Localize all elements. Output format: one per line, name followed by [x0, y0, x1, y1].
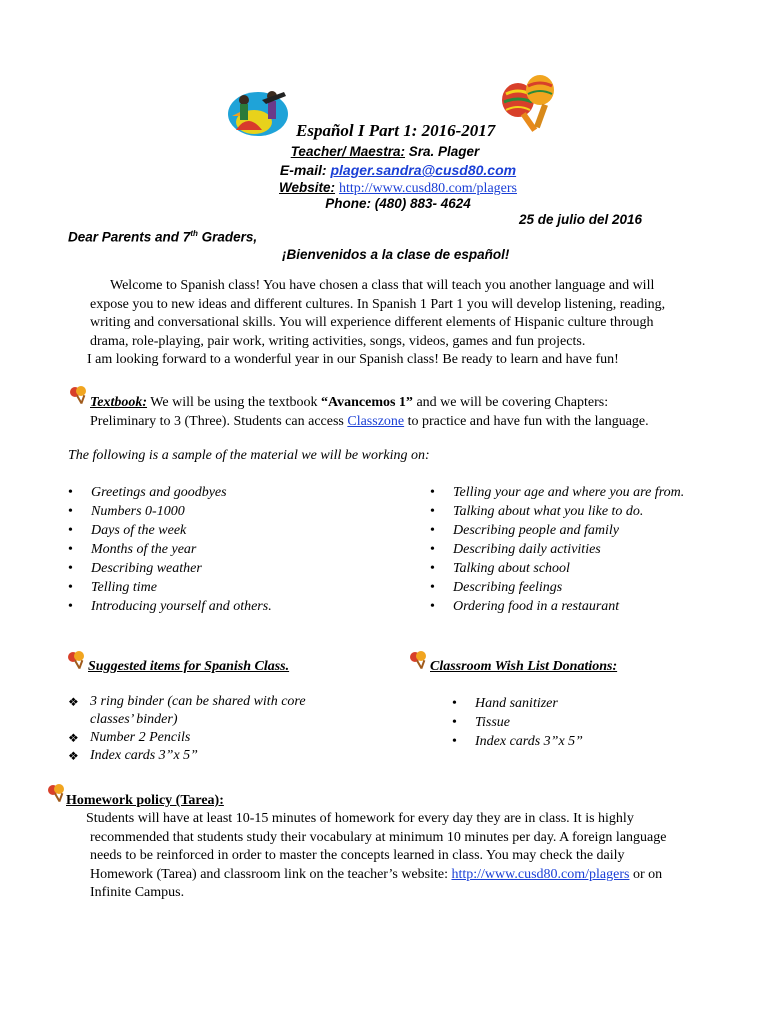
list-item: • Telling your age and where you are from.	[430, 485, 685, 500]
homework-line-5: Infinite Campus.	[90, 885, 185, 900]
teacher-label: Teacher/ Maestra:	[290, 144, 405, 159]
email-line	[0, 162, 770, 178]
suggested-item-binder	[68, 693, 368, 729]
suggested-item3-text: Index cards 3”x 5”	[90, 748, 198, 763]
teacher-line	[0, 144, 770, 159]
teacher-name: Sra. Plager	[408, 144, 480, 159]
homework-line-3: needs to be reinforced in order to master the concepts learned in class. You may check the daily	[90, 848, 625, 863]
intro-line-4: drama, role-playing, pair work, writing activities, songs, videos, games and fun projects.	[90, 333, 586, 349]
intro-line-2: expose you to new ideas and different cultures. In Spanish 1 Part 1 you will develop listening, reading,	[90, 296, 666, 312]
homework-line-4	[90, 866, 760, 885]
maraca-icon	[408, 650, 430, 670]
email-label: E-mail:	[279, 162, 327, 178]
list-item: • Hand sanitizer	[452, 696, 558, 711]
homework-line4-pre: Homework (Tarea) and classroom link on the teacher’s website:	[90, 866, 452, 882]
salutation-end: Graders,	[197, 229, 258, 245]
list-item: • Talking about school	[430, 561, 570, 576]
intro-paragraph	[87, 277, 760, 370]
wishlist-heading: Classroom Wish List Donations:	[430, 659, 618, 674]
textbook-book: “Avancemos 1”	[321, 395, 413, 410]
list-item: • Describing daily activities	[430, 542, 601, 557]
dancers-clipart	[226, 86, 292, 138]
list-item: • Introducing yourself and others.	[68, 599, 272, 614]
list-item: • Telling time	[68, 580, 157, 595]
maraca-icon	[68, 385, 90, 405]
textbook-line2-post: to practice and have fun with the language.	[404, 413, 649, 429]
topics-left-list	[68, 483, 272, 616]
diamond-bullet-icon: ❖	[68, 749, 79, 763]
textbook-line-2	[90, 413, 760, 432]
classzone-link[interactable]: Classzone	[347, 413, 405, 429]
suggested-heading: Suggested items for Spanish Class.	[88, 659, 290, 674]
suggested-item-pencils	[68, 729, 368, 747]
diamond-bullet-icon: ❖	[68, 731, 79, 745]
phone-line: Phone: (480) 883- 4624	[325, 196, 471, 211]
homework-paragraph	[86, 810, 760, 903]
list-item: • Describing feelings	[430, 580, 563, 595]
list-item: • Describing people and family	[430, 523, 620, 538]
textbook-line-1	[90, 394, 760, 413]
salutation-sup: th	[190, 229, 198, 238]
textbook-label: Textbook:	[90, 395, 148, 410]
website-link[interactable]: http://www.cusd80.com/plagers	[339, 181, 517, 196]
website-label: Website:	[279, 180, 336, 195]
suggested-item2-text: Number 2 Pencils	[90, 730, 191, 745]
homework-line-2: recommended that students study their vocabulary at minimum 10 minutes per day. A foreign language	[90, 829, 667, 845]
suggested-item-cards	[68, 747, 368, 765]
list-item: • Index cards 3”x 5”	[452, 734, 583, 749]
homework-heading: Homework policy (Tarea):	[66, 793, 224, 808]
topics-right-list	[430, 483, 684, 616]
list-item: • Tissue	[452, 715, 511, 730]
list-item: • Greetings and goodbyes	[68, 485, 227, 500]
textbook-post: and we will be covering Chapters:	[412, 395, 609, 410]
page-title: Español I Part 1: 2016-2017	[296, 121, 496, 140]
website-line	[0, 179, 770, 197]
intro-line-1: Welcome to Spanish class! You have chosen a class that will teach you another language and will	[110, 278, 655, 293]
textbook-line2-pre: Preliminary to 3 (Three). Students can access	[90, 413, 348, 429]
suggested-item1-line2: classes’ binder)	[90, 712, 178, 727]
wishlist-list	[452, 694, 583, 751]
diamond-bullet-icon: ❖	[68, 695, 79, 709]
sample-intro: The following is a sample of the material we will be working on:	[68, 448, 430, 463]
email-link[interactable]: plager.sandra@cusd80.com	[330, 162, 517, 178]
maraca-icon	[46, 783, 68, 803]
suggested-item1-line1: 3 ring binder (can be shared with core	[90, 694, 306, 709]
textbook-section	[90, 394, 760, 431]
homework-line4-post: or on	[629, 866, 663, 882]
suggested-list	[68, 693, 368, 765]
intro-line-5: I am looking forward to a wonderful year in our Spanish class! Be ready to learn and have fun!	[87, 352, 619, 367]
homework-website-link[interactable]: http://www.cusd80.com/plagers	[451, 866, 630, 882]
maracas-clipart	[496, 74, 564, 136]
list-item: • Ordering food in a restaurant	[430, 599, 620, 614]
letter-date: 25 de julio del 2016	[519, 212, 643, 227]
list-item: • Numbers 0-1000	[68, 504, 185, 519]
intro-line-3: writing and conversational skills. You will experience different elements of Hispanic culture through	[90, 315, 654, 330]
list-item: • Days of the week	[68, 523, 187, 538]
list-item: • Months of the year	[68, 542, 197, 557]
homework-line-1: Students will have at least 10-15 minutes of homework for every day they are in class. It is highly	[86, 811, 634, 826]
maraca-icon	[66, 650, 88, 670]
salutation-text: Dear Parents and 7	[68, 229, 191, 245]
salutation	[68, 229, 257, 245]
list-item: • Describing weather	[68, 561, 202, 576]
welcome-heading: ¡Bienvenidos a la clase de español!	[282, 247, 510, 262]
textbook-pre: We will be using the textbook	[147, 395, 322, 410]
list-item: • Talking about what you like to do.	[430, 504, 644, 519]
